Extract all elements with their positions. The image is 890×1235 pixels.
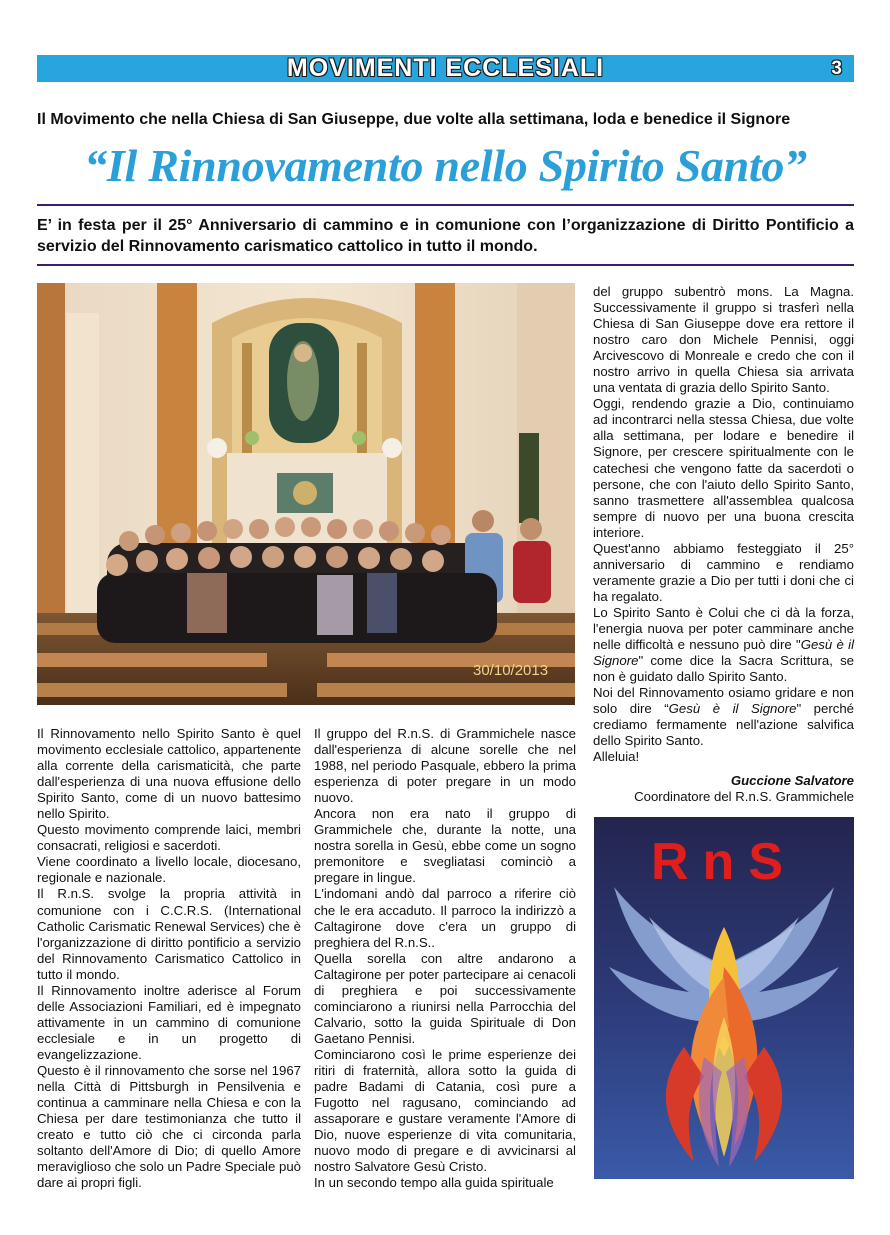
paragraph: [593, 605, 854, 685]
paragraph: Questo movimento comprende laici, membri consacrati, religiosi e sacerdoti.: [37, 822, 301, 854]
paragraph: del gruppo subentrò mons. La Magna. Successivamente il gruppo si trasferì nella Chiesa di San Giuseppe dove era rettore il nostro caro don Michele Pennisi, oggi Arcivescovo di Monreale e credo che con il nostro arrivo in quella Chiesa sia arrivata una ventata di grazia dello Spirito Santo.: [593, 284, 854, 396]
paragraph: Viene coordinato a livello locale, diocesano, regionale e nazionale.: [37, 854, 301, 886]
headline-divider: [37, 204, 854, 206]
paragraph: In un secondo tempo alla guida spirituale: [314, 1175, 554, 1191]
paragraph: Alleluia!: [593, 749, 640, 765]
paragraph: Il Rinnovamento inoltre aderisce al Forum delle Associazioni Familiari, ed è impegnato attivamente in un cammino di comunione ecclesiale e in un progetto di evangelizzazione.: [37, 982, 301, 1062]
group-photo: [37, 283, 575, 705]
paragraph: Il Rinnovamento nello Spirito Santo è quel movimento ecclesiale cattolico, appartenente alla corrente della carismaticità, che parte dall'esperienza di una nuova effusione dello Spirito Santo, come di un nuovo battesimo nello Spirito.: [37, 726, 301, 822]
church-group-image: [37, 283, 575, 705]
section-header-bar: [37, 55, 854, 82]
photo-date-stamp: 30/10/2013: [473, 662, 549, 679]
text-span: Noi del Rinnovamento osiamo gridare e non solo dire “: [593, 685, 854, 717]
quote-italic: Gesù è il Signore: [668, 701, 797, 717]
article-column-left: [37, 726, 301, 1191]
section-title: MOVIMENTI ECCLESIALI: [286, 54, 605, 82]
paragraph: L'indomani andò dal parroco a riferire ciò che le era accaduto. Il parroco la indirizzò a Caltagirone dove c'era un gruppo di preghiera del R.n.S..: [314, 886, 576, 950]
rns-letters: RnS: [651, 833, 797, 891]
text-span: " perché crediamo fermamente nell'azione salvifica dello Spirito Santo.: [593, 701, 854, 749]
paragraph: Il gruppo del R.n.S. di Grammichele nasce dall'esperienza di alcune sorelle che nel 1988, nel periodo Pasquale, ebbero la prima esperienza di poter pregare in un modo nuovo.: [314, 726, 576, 806]
paragraph: [593, 685, 854, 749]
author-role: Coordinatore del R.n.S. Grammichele: [634, 789, 854, 805]
article-column-right: [593, 284, 854, 806]
page-number: 3: [831, 58, 842, 79]
article-column-middle: [314, 726, 576, 1191]
paragraph: Questo è il rinnovamento che sorse nel 1967 nella Città di Pittsburgh in Pensilvenia e continua a camminare nella Chiesa e con la Chiesa per dare testimonianza che tutto il creato e tutto ciò che ci circonda parla soltanto dell'Amore di Dio; di quello Amore meraviglioso che solo un Padre Speciale può dare ai propri figli.: [37, 1062, 301, 1191]
subhead-divider: [37, 264, 854, 266]
dove-flame-icon: [594, 817, 854, 1179]
quote-italic: Gesù è il Signore: [593, 637, 855, 669]
rns-logo: [594, 817, 854, 1179]
text-span: Lo Spirito Santo è Colui che ci dà la forza, l'energia nuova per poter camminare anche nelle difficoltà e nessuno può dire ": [593, 604, 854, 653]
article-subhead: E’ in festa per il 25° Anniversario di cammino e in comunione con l’organizzazione di Diritto Pontificio a servizio del Rinnovamento carismatico cattolico in tutto il mondo.: [37, 217, 854, 255]
paragraph: Cominciarono così le prime esperienze dei ritiri di fraternità, allora sotto la guida di padre Badami di Catania, così pure a Fugotto nel ragusano, cominciando ad assaporare e gustare veramente l'Amore di Dio, nuove esperienze di vita comunitaria, nuovo modo di pregare e di avvicinarsi al nostro Salvatore Gesù Cristo.: [314, 1046, 576, 1175]
paragraph: Quest'anno abbiamo festeggiato il 25° anniversario di cammino e rendiamo veramente grazie a Dio per tutti i doni che ci ha regalato.: [593, 540, 854, 604]
author-name: Guccione Salvatore: [730, 773, 854, 789]
paragraph: Ancora non era nato il gruppo di Grammichele che, durante la notte, una nostra sorella in Gesù, ebbe come un sogno premonitore e svegliatasi cominciò a pregare in lingue.: [314, 806, 576, 886]
article-kicker: Il Movimento che nella Chiesa di San Giuseppe, due volte alla settimana, loda e benedice il Signore: [37, 111, 791, 128]
text-span: " come dice la Sacra Scrittura, se non è guidato dallo Spirito Santo.: [593, 653, 854, 685]
paragraph: Il R.n.S. svolge la propria attività in comunione con i C.C.R.S. (International Catholic Carismatic Renewal Services) che è l'organizzazione di diritto pontificio a servizio del Rinnovamento Carismatico Cattolico in tutto il mondo.: [37, 886, 301, 982]
paragraph: Quella sorella con altre andarono a Caltagirone per poter partecipare ai cenacoli di preghiera e poi successivamente cominciarono a riunirsi nella Parrocchia del Calvario, sotto la guida Spirituale di Don Gaetano Pennisi.: [314, 950, 576, 1046]
paragraph: Oggi, rendendo grazie a Dio, continuiamo ad incontrarci nella stessa Chiesa, due volte alla settimana, per lodare e benedire il Signore, per crescere spiritualmente con le catechesi che vengono fatte da sacerdoti o persone, che con l'aiuto dello Spirito Santo, sanno trasmettere all'assemblea qualcosa sempre di nuovo per una buona crescita interiore.: [593, 396, 854, 540]
article-headline: “Il Rinnovamento nello Spirito Santo”: [84, 140, 807, 191]
